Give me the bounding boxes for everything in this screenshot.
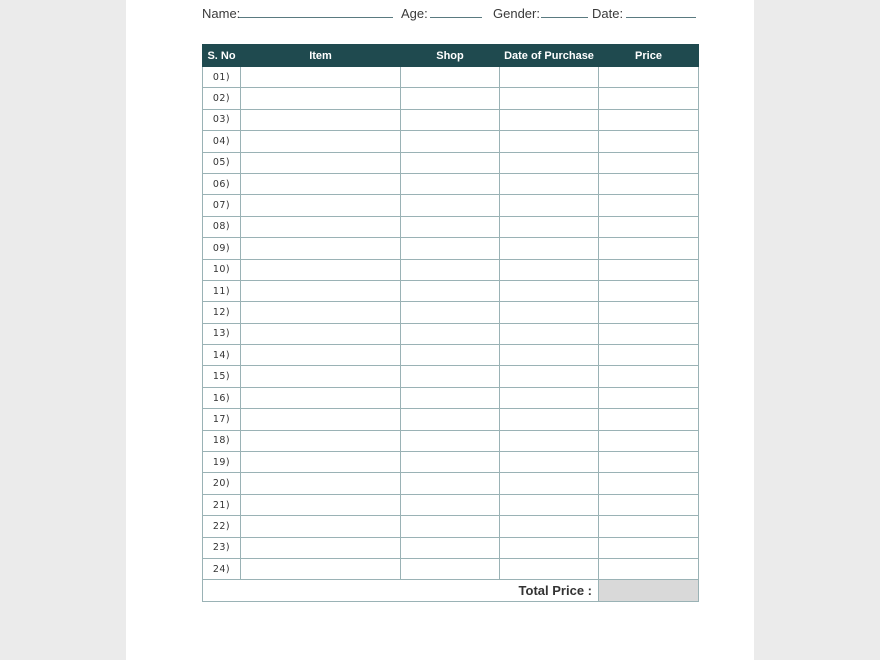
row-number: 05): [203, 152, 241, 173]
date-of-purchase-cell[interactable]: [500, 131, 599, 152]
item-cell[interactable]: [241, 452, 401, 473]
header-sno: S. No: [203, 45, 241, 67]
table-row: [203, 302, 699, 323]
price-cell[interactable]: [599, 345, 699, 366]
row-number: 01): [203, 67, 241, 88]
purchase-table: [202, 44, 699, 602]
row-number: 18): [203, 430, 241, 451]
shop-cell[interactable]: [401, 67, 500, 88]
item-cell[interactable]: [241, 409, 401, 430]
name-field-line[interactable]: [239, 17, 393, 18]
item-cell[interactable]: [241, 88, 401, 109]
table-row: [203, 430, 699, 451]
shop-cell[interactable]: [401, 216, 500, 237]
date-of-purchase-cell[interactable]: [500, 430, 599, 451]
price-cell[interactable]: [599, 109, 699, 130]
date-of-purchase-cell[interactable]: [500, 494, 599, 515]
table-row: [203, 173, 699, 194]
date-of-purchase-cell[interactable]: [500, 67, 599, 88]
table-row: [203, 195, 699, 216]
price-cell[interactable]: [599, 131, 699, 152]
table-row: [203, 409, 699, 430]
price-cell[interactable]: [599, 430, 699, 451]
table-row: [203, 238, 699, 259]
price-cell[interactable]: [599, 409, 699, 430]
price-cell[interactable]: [599, 366, 699, 387]
item-cell[interactable]: [241, 131, 401, 152]
item-cell[interactable]: [241, 345, 401, 366]
table-row: [203, 88, 699, 109]
row-number: 15): [203, 366, 241, 387]
total-row: [203, 580, 699, 601]
item-cell[interactable]: [241, 494, 401, 515]
item-cell[interactable]: [241, 302, 401, 323]
table-row: [203, 537, 699, 558]
row-number: 07): [203, 195, 241, 216]
date-of-purchase-cell[interactable]: [500, 173, 599, 194]
price-cell[interactable]: [599, 195, 699, 216]
item-cell[interactable]: [241, 216, 401, 237]
price-cell[interactable]: [599, 67, 699, 88]
date-of-purchase-cell[interactable]: [500, 195, 599, 216]
price-cell[interactable]: [599, 173, 699, 194]
row-number: 13): [203, 323, 241, 344]
table-row: [203, 152, 699, 173]
item-cell[interactable]: [241, 259, 401, 280]
date-of-purchase-cell[interactable]: [500, 409, 599, 430]
shop-cell[interactable]: [401, 131, 500, 152]
table-row: [203, 216, 699, 237]
age-field-line[interactable]: [430, 17, 482, 18]
table-row: [203, 67, 699, 88]
table-row: [203, 473, 699, 494]
date-of-purchase-cell[interactable]: [500, 109, 599, 130]
price-cell[interactable]: [599, 558, 699, 579]
shop-cell[interactable]: [401, 409, 500, 430]
item-cell[interactable]: [241, 430, 401, 451]
total-price-cell[interactable]: [599, 580, 699, 601]
shop-cell[interactable]: [401, 109, 500, 130]
shop-cell[interactable]: [401, 173, 500, 194]
date-label: Date:: [592, 6, 624, 21]
date-of-purchase-cell[interactable]: [500, 366, 599, 387]
row-number: 11): [203, 280, 241, 301]
item-cell[interactable]: [241, 323, 401, 344]
shop-cell[interactable]: [401, 195, 500, 216]
price-cell[interactable]: [599, 302, 699, 323]
table-body: [203, 67, 699, 580]
row-number: 21): [203, 494, 241, 515]
row-number: 03): [203, 109, 241, 130]
shop-cell[interactable]: [401, 88, 500, 109]
item-cell[interactable]: [241, 67, 401, 88]
item-cell[interactable]: [241, 173, 401, 194]
price-cell[interactable]: [599, 452, 699, 473]
table-row: [203, 259, 699, 280]
gender-field-line[interactable]: [541, 17, 588, 18]
gender-label: Gender:: [493, 6, 540, 21]
shop-cell[interactable]: [401, 280, 500, 301]
item-cell[interactable]: [241, 516, 401, 537]
date-of-purchase-cell[interactable]: [500, 259, 599, 280]
item-cell[interactable]: [241, 152, 401, 173]
item-cell[interactable]: [241, 109, 401, 130]
table-row: [203, 323, 699, 344]
table-row: [203, 516, 699, 537]
item-cell[interactable]: [241, 537, 401, 558]
header-price: Price: [599, 45, 699, 67]
price-cell[interactable]: [599, 152, 699, 173]
header-fields: [202, 6, 698, 22]
date-of-purchase-cell[interactable]: [500, 387, 599, 408]
shop-cell[interactable]: [401, 302, 500, 323]
row-number: 08): [203, 216, 241, 237]
price-cell[interactable]: [599, 473, 699, 494]
price-cell[interactable]: [599, 259, 699, 280]
row-number: 20): [203, 473, 241, 494]
row-number: 09): [203, 238, 241, 259]
price-cell[interactable]: [599, 280, 699, 301]
shop-cell[interactable]: [401, 238, 500, 259]
row-number: 22): [203, 516, 241, 537]
shop-cell[interactable]: [401, 537, 500, 558]
name-label: Name:: [202, 6, 241, 21]
date-of-purchase-cell[interactable]: [500, 216, 599, 237]
date-of-purchase-cell[interactable]: [500, 323, 599, 344]
table-row: [203, 366, 699, 387]
date-of-purchase-cell[interactable]: [500, 452, 599, 473]
item-cell[interactable]: [241, 558, 401, 579]
row-number: 02): [203, 88, 241, 109]
header-shop: Shop: [401, 45, 500, 67]
date-of-purchase-cell[interactable]: [500, 152, 599, 173]
price-cell[interactable]: [599, 387, 699, 408]
item-cell[interactable]: [241, 366, 401, 387]
table-row: [203, 345, 699, 366]
price-cell[interactable]: [599, 537, 699, 558]
table-row: [203, 109, 699, 130]
price-cell[interactable]: [599, 494, 699, 515]
shop-cell[interactable]: [401, 366, 500, 387]
item-cell[interactable]: [241, 387, 401, 408]
shop-cell[interactable]: [401, 345, 500, 366]
date-of-purchase-cell[interactable]: [500, 238, 599, 259]
date-of-purchase-cell[interactable]: [500, 88, 599, 109]
shop-cell[interactable]: [401, 558, 500, 579]
item-cell[interactable]: [241, 473, 401, 494]
row-number: 04): [203, 131, 241, 152]
date-of-purchase-cell[interactable]: [500, 558, 599, 579]
shop-cell[interactable]: [401, 387, 500, 408]
shop-cell[interactable]: [401, 323, 500, 344]
date-of-purchase-cell[interactable]: [500, 302, 599, 323]
row-number: 10): [203, 259, 241, 280]
age-label: Age:: [401, 6, 428, 21]
row-number: 23): [203, 537, 241, 558]
date-of-purchase-cell[interactable]: [500, 345, 599, 366]
table-row: [203, 494, 699, 515]
shop-cell[interactable]: [401, 494, 500, 515]
row-number: 16): [203, 387, 241, 408]
date-field-line[interactable]: [626, 17, 696, 18]
row-number: 17): [203, 409, 241, 430]
item-cell[interactable]: [241, 238, 401, 259]
row-number: 12): [203, 302, 241, 323]
date-of-purchase-cell[interactable]: [500, 537, 599, 558]
date-of-purchase-cell[interactable]: [500, 473, 599, 494]
table-row: [203, 452, 699, 473]
item-cell[interactable]: [241, 280, 401, 301]
table-header-row: [203, 45, 699, 67]
price-cell[interactable]: [599, 238, 699, 259]
item-cell[interactable]: [241, 195, 401, 216]
row-number: 06): [203, 173, 241, 194]
row-number: 19): [203, 452, 241, 473]
shop-cell[interactable]: [401, 430, 500, 451]
shop-cell[interactable]: [401, 259, 500, 280]
shop-cell[interactable]: [401, 452, 500, 473]
table-row: [203, 280, 699, 301]
shop-cell[interactable]: [401, 473, 500, 494]
date-of-purchase-cell[interactable]: [500, 280, 599, 301]
shop-cell[interactable]: [401, 516, 500, 537]
table-row: [203, 558, 699, 579]
row-number: 24): [203, 558, 241, 579]
table-row: [203, 387, 699, 408]
price-cell[interactable]: [599, 216, 699, 237]
shop-cell[interactable]: [401, 152, 500, 173]
table-row: [203, 131, 699, 152]
header-item: Item: [241, 45, 401, 67]
total-price-label: Total Price :: [203, 580, 599, 601]
price-cell[interactable]: [599, 88, 699, 109]
row-number: 14): [203, 345, 241, 366]
price-cell[interactable]: [599, 516, 699, 537]
price-cell[interactable]: [599, 323, 699, 344]
date-of-purchase-cell[interactable]: [500, 516, 599, 537]
header-date-of-purchase: Date of Purchase: [500, 45, 599, 67]
